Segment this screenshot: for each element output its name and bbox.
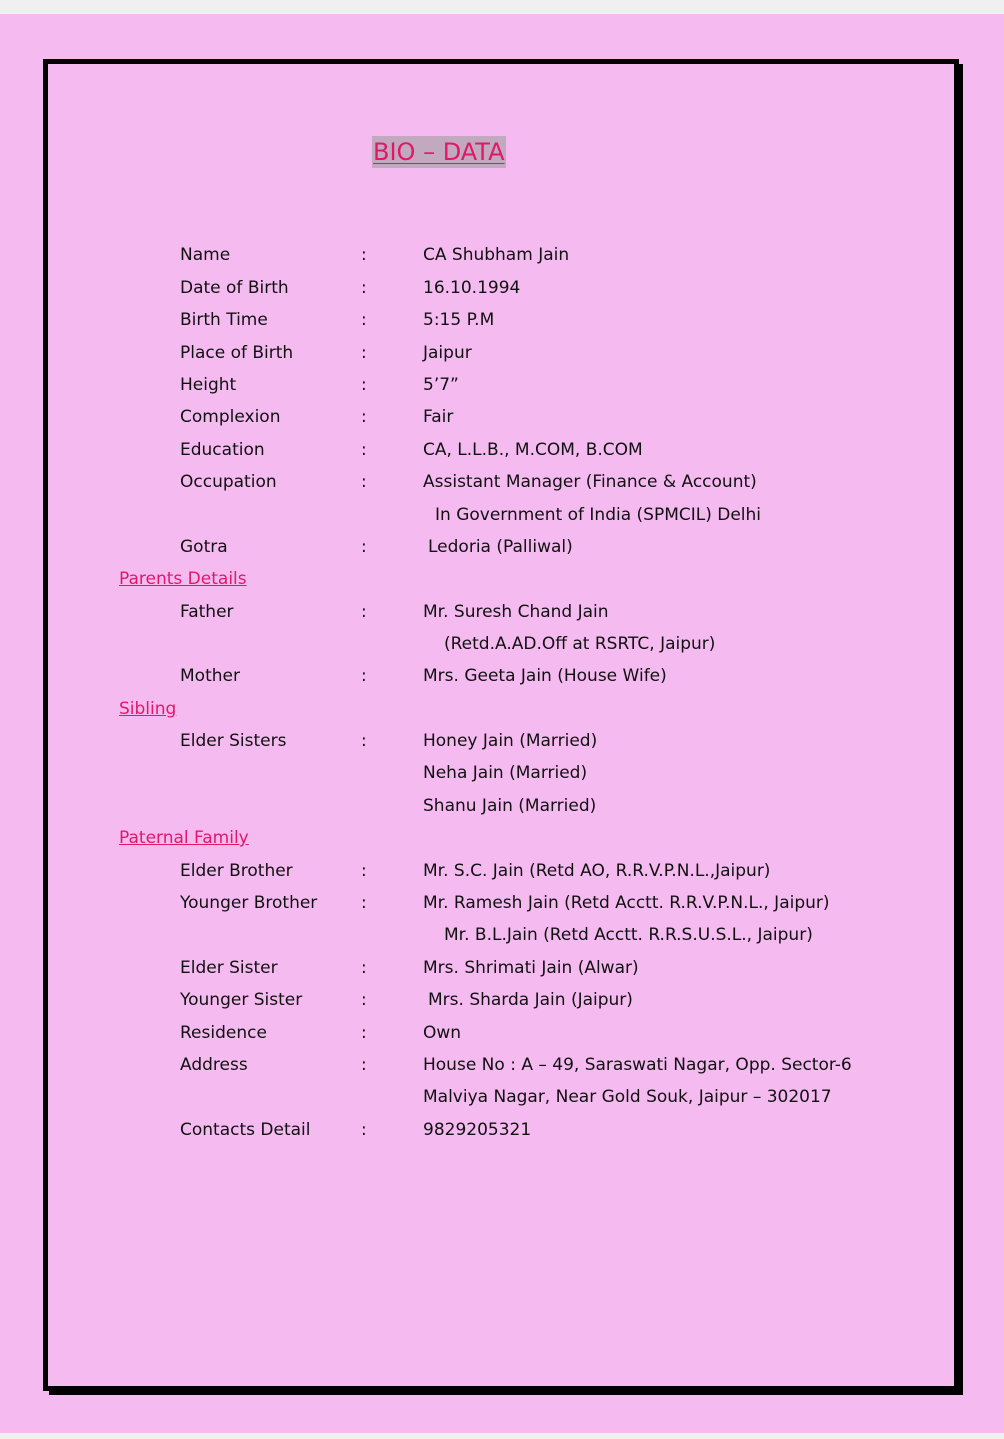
label-address: Address — [180, 1055, 248, 1075]
row-name — [0, 243, 1004, 267]
separator: : — [361, 893, 367, 913]
separator: : — [361, 310, 367, 330]
value-father: Mr. Suresh Chand Jain — [423, 602, 609, 622]
value-younger-sister: Mrs. Sharda Jain (Jaipur) — [428, 990, 633, 1010]
separator: : — [361, 990, 367, 1010]
row-dob — [0, 276, 1004, 300]
separator: : — [361, 343, 367, 363]
separator: : — [361, 472, 367, 492]
separator: : — [361, 1120, 367, 1140]
row-sister-3 — [0, 794, 1004, 818]
separator: : — [361, 602, 367, 622]
row-gotra — [0, 535, 1004, 559]
value-occupation-line2: In Government of India (SPMCIL) Delhi — [435, 505, 762, 525]
row-sister-2 — [0, 761, 1004, 785]
value-mother: Mrs. Geeta Jain (House Wife) — [423, 666, 667, 686]
row-height — [0, 373, 1004, 397]
label-gotra: Gotra — [180, 537, 228, 557]
separator: : — [361, 1023, 367, 1043]
viewer-top-bar — [0, 0, 1004, 14]
row-elder-sister — [0, 956, 1004, 980]
row-birth-place — [0, 341, 1004, 365]
label-father: Father — [180, 602, 234, 622]
value-sister: Shanu Jain (Married) — [423, 796, 597, 816]
row-elder-brother — [0, 859, 1004, 883]
value-birth-place: Jaipur — [423, 343, 472, 363]
separator: : — [361, 440, 367, 460]
row-father — [0, 600, 1004, 624]
row-occupation — [0, 470, 1004, 494]
label-height: Height — [180, 375, 237, 395]
label-complexion: Complexion — [180, 407, 281, 427]
label-mother: Mother — [180, 666, 240, 686]
value-address-line1: House No : A – 49, Saraswati Nagar, Opp. Sector-6 — [423, 1055, 852, 1075]
value-father-note: (Retd.A.AD.Off at RSRTC, Jaipur) — [444, 634, 716, 654]
value-sister: Honey Jain (Married) — [423, 731, 598, 751]
separator: : — [361, 1055, 367, 1075]
value-sister: Neha Jain (Married) — [423, 763, 588, 783]
label-birth-place: Place of Birth — [180, 343, 294, 363]
value-elder-brother: Mr. S.C. Jain (Retd AO, R.R.V.P.N.L.,Jaipur) — [423, 861, 771, 881]
row-residence — [0, 1021, 1004, 1045]
row-complexion — [0, 405, 1004, 429]
row-father-note — [0, 632, 1004, 656]
separator: : — [361, 245, 367, 265]
separator: : — [361, 861, 367, 881]
row-younger-brother — [0, 891, 1004, 915]
value-elder-sister: Mrs. Shrimati Jain (Alwar) — [423, 958, 639, 978]
row-younger-brother-2 — [0, 923, 1004, 947]
label-birth-time: Birth Time — [180, 310, 268, 330]
section-parents-heading: Parents Details — [119, 569, 247, 589]
label-education: Education — [180, 440, 265, 460]
row-education — [0, 438, 1004, 462]
row-address — [0, 1053, 1004, 1077]
row-birth-time — [0, 308, 1004, 332]
viewer-bottom-bar — [0, 1433, 1004, 1439]
separator: : — [361, 375, 367, 395]
section-sibling-heading: Sibling — [119, 699, 177, 719]
row-elder-sisters — [0, 729, 1004, 753]
label-name: Name — [180, 245, 231, 265]
label-elder-sisters: Elder Sisters — [180, 731, 287, 751]
value-education: CA, L.L.B., M.COM, B.COM — [423, 440, 643, 460]
value-dob: 16.10.1994 — [423, 278, 521, 298]
value-younger-brother: Mr. Ramesh Jain (Retd Acctt. R.R.V.P.N.L., Jaipur) — [423, 893, 830, 913]
label-younger-brother: Younger Brother — [180, 893, 318, 913]
value-occupation: Assistant Manager (Finance & Account) — [423, 472, 757, 492]
row-younger-sister — [0, 988, 1004, 1012]
separator: : — [361, 537, 367, 557]
label-occupation: Occupation — [180, 472, 277, 492]
value-birth-time: 5:15 P.M — [423, 310, 495, 330]
separator: : — [361, 278, 367, 298]
page-title: BIO – DATA — [373, 138, 505, 166]
row-contact — [0, 1118, 1004, 1142]
value-residence: Own — [423, 1023, 462, 1043]
value-height: 5’7” — [423, 375, 459, 395]
value-address-line2: Malviya Nagar, Near Gold Souk, Jaipur – 302017 — [423, 1087, 832, 1107]
separator: : — [361, 666, 367, 686]
separator: : — [361, 731, 367, 751]
row-mother — [0, 664, 1004, 688]
label-residence: Residence — [180, 1023, 267, 1043]
value-name: CA Shubham Jain — [423, 245, 570, 265]
separator: : — [361, 958, 367, 978]
label-dob: Date of Birth — [180, 278, 289, 298]
section-paternal-heading: Paternal Family — [119, 828, 249, 848]
value-gotra: Ledoria (Palliwal) — [428, 537, 573, 557]
separator: : — [361, 407, 367, 427]
value-complexion: Fair — [423, 407, 454, 427]
value-contact: 9829205321 — [423, 1120, 532, 1140]
label-elder-sister: Elder Sister — [180, 958, 278, 978]
row-address-cont — [0, 1085, 1004, 1109]
row-occupation-cont — [0, 503, 1004, 527]
label-younger-sister: Younger Sister — [180, 990, 303, 1010]
label-contact: Contacts Detail — [180, 1120, 311, 1140]
value-younger-brother-2: Mr. B.L.Jain (Retd Acctt. R.R.S.U.S.L., Jaipur) — [444, 925, 813, 945]
label-elder-brother: Elder Brother — [180, 861, 293, 881]
